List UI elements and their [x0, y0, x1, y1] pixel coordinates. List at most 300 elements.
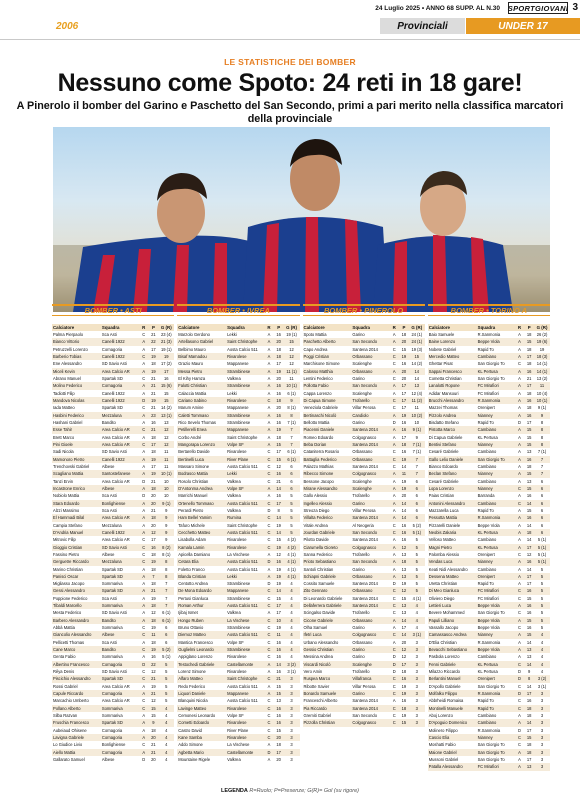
- table-row: [52, 741, 174, 748]
- cell-role: A: [389, 382, 399, 389]
- cell-appearances: 21: [149, 587, 159, 594]
- cell-role: A: [264, 690, 274, 697]
- cell-player: Battaglia Federico: [303, 456, 352, 463]
- cell-goals: 4: [290, 581, 293, 587]
- cell-goals: 4 (1): [284, 573, 300, 580]
- cell-role: C: [267, 698, 271, 704]
- cell-player: Calosso Matthia: [303, 368, 352, 375]
- table-row: [52, 441, 174, 448]
- cell-role: A: [392, 625, 396, 631]
- cell-role: A: [392, 537, 396, 543]
- cell-team: San Giorgio To: [477, 742, 505, 748]
- cell-player: Pia Riccardo: [303, 705, 352, 712]
- cell-role: C: [267, 463, 271, 469]
- cell-goals: 3: [534, 705, 550, 712]
- cell-goals: 5: [158, 661, 174, 668]
- cell-player: Urbano Alessandro: [303, 639, 339, 645]
- table-row: [303, 514, 425, 521]
- cell-player: Pasbola Lorenzo: [428, 654, 460, 660]
- cell-role: C: [515, 587, 525, 594]
- cell-role: D: [517, 419, 521, 425]
- cell-role: C: [392, 610, 396, 616]
- cell-role: C: [139, 675, 149, 682]
- table-row: [177, 507, 299, 514]
- cell-goals: 18 (3): [534, 353, 550, 360]
- cell-team: Valkrea: [227, 478, 241, 484]
- cell-player: Rossi Gabriel: [53, 683, 78, 689]
- cell-player: Mangorapa Lorenzo: [177, 441, 226, 448]
- cell-player: Molinero Filippo: [428, 727, 458, 733]
- cell-player: Pilotto Davide: [303, 537, 329, 543]
- table-row: [177, 544, 299, 551]
- cell-team: Rapid To: [477, 346, 494, 352]
- cell-role: A: [267, 610, 271, 616]
- cell-team: Strambinese: [226, 382, 264, 389]
- cell-player: Blanda Cristian: [177, 573, 226, 580]
- cell-team: KL Pertusa: [477, 529, 515, 536]
- table-row: [177, 382, 299, 389]
- header-role: R: [389, 324, 399, 331]
- cell-role: A: [515, 558, 525, 565]
- cell-player: Cane Marco: [52, 646, 101, 653]
- table-row: [52, 514, 174, 521]
- table-row: [428, 500, 550, 507]
- table-row: [303, 609, 425, 616]
- cell-role: A: [267, 757, 271, 763]
- cell-goals: 4: [284, 631, 300, 638]
- cell-role: A: [389, 514, 399, 521]
- cell-role: A: [267, 566, 271, 572]
- cell-player: Magni Pietro: [428, 544, 477, 551]
- cell-player: Addo Simone: [178, 742, 203, 748]
- cell-appearances: 16: [149, 544, 159, 551]
- cell-role: C: [389, 587, 399, 594]
- cell-goals: 5 (1): [162, 654, 171, 660]
- cell-team: R.Sanmonia: [477, 727, 501, 733]
- cell-appearances: 16: [151, 654, 156, 660]
- cell-goals: 11: [164, 449, 169, 455]
- cell-goals: 5 (1): [534, 558, 550, 565]
- cell-role: A: [518, 537, 521, 543]
- cell-team: Mappanese: [226, 587, 264, 594]
- cell-role: D: [142, 757, 146, 763]
- cell-appearances: 19: [274, 368, 284, 375]
- cell-role: A: [515, 646, 525, 653]
- cell-player: Appiglano Lorenzo: [178, 654, 213, 660]
- cell-goals: 11: [534, 382, 550, 389]
- cell-player: Cariano Sabino: [177, 397, 226, 404]
- cell-player: Streoza Diego: [303, 507, 330, 513]
- cell-player: Marrichi Manuel: [178, 493, 208, 499]
- cell-role: A: [389, 368, 399, 375]
- cell-role: A: [267, 375, 271, 381]
- cell-role: A: [142, 419, 146, 425]
- cell-player: Beba Dorian: [303, 441, 352, 448]
- cell-player: Bianco Vittorio: [52, 338, 101, 345]
- cell-team: San Giorgio To: [477, 375, 505, 381]
- table-row: [303, 617, 425, 624]
- cell-goals: 15: [284, 338, 300, 345]
- cell-player: Corbo André: [178, 434, 202, 440]
- cell-player: Berlantini Manuel: [428, 675, 477, 682]
- cell-goals: 5: [540, 610, 544, 616]
- cell-player: Ene Alessandro: [53, 361, 82, 367]
- cell-appearances: 17: [399, 661, 409, 668]
- cell-goals: 4: [158, 734, 174, 741]
- cell-appearances: 18: [526, 405, 532, 411]
- cell-player: Viscardi Nicolò: [303, 661, 352, 668]
- cell-appearances: 21: [151, 742, 156, 748]
- cell-player: Mitrovic Filip: [53, 537, 76, 543]
- cell-role: A: [267, 390, 271, 396]
- cell-appearances: 20: [399, 368, 409, 375]
- cell-player: Lopa Lorenzo: [428, 485, 477, 492]
- table-row: [177, 617, 299, 624]
- cell-team: Albese: [101, 463, 115, 469]
- legend-label: LEGENDA: [220, 788, 248, 794]
- cell-appearances: 20: [401, 639, 407, 645]
- table-row: [428, 441, 550, 448]
- cell-goals: 12: [164, 434, 169, 440]
- cell-goals: 4: [415, 610, 418, 616]
- cell-team: Cambiano: [477, 654, 497, 660]
- cell-team: Cornagoria: [101, 690, 139, 697]
- cell-goals: 4: [534, 646, 550, 653]
- cell-role: D: [392, 669, 396, 675]
- cell-team: Santena 2014: [352, 537, 378, 543]
- cell-appearances: 18: [399, 705, 409, 712]
- cell-team: Nianney: [477, 558, 515, 565]
- cell-team: Aosta Calcio 511: [227, 683, 258, 689]
- cell-appearances: 17: [401, 405, 407, 411]
- cell-goals: 4: [165, 742, 168, 748]
- cell-role: A: [515, 763, 525, 770]
- cell-role: A: [389, 544, 399, 551]
- cell-player: Molino Federico: [52, 382, 101, 389]
- table-column-asti: [52, 303, 174, 771]
- table-row: [428, 683, 550, 690]
- cell-appearances: 17: [149, 441, 159, 448]
- cell-player: Dellaferrera Gabriele: [303, 602, 352, 609]
- cell-role: A: [518, 478, 521, 484]
- cell-player: Uretta Christian: [428, 581, 458, 587]
- table-row: [177, 719, 299, 726]
- table-row: [428, 566, 550, 573]
- cell-team: Volpe SF: [227, 639, 244, 645]
- cell-player: Antonini Alessandro: [428, 500, 477, 507]
- cell-player: Patalla Alessandro: [428, 763, 477, 770]
- cell-appearances: 18: [401, 669, 407, 675]
- cell-team: SD Savio Asti: [101, 610, 127, 616]
- cell-goals: 10 (1): [534, 397, 550, 404]
- table-row: [177, 602, 299, 609]
- cell-team: Area Calcio AR: [101, 426, 139, 433]
- cell-team: SD Savio Asti: [101, 449, 127, 455]
- cell-goals: 6: [165, 639, 168, 645]
- cell-player: Perardi Pietro: [178, 507, 204, 513]
- cell-goals: 4: [158, 749, 174, 756]
- cell-player: Mirane Alessandro: [303, 485, 352, 492]
- cell-player: Aubeiaud Ohisene: [53, 727, 87, 733]
- cell-appearances: 21: [149, 690, 159, 697]
- cell-goals: 5: [290, 507, 293, 513]
- cell-team: Rumina: [226, 514, 264, 521]
- cell-team: Cornagoria: [101, 346, 123, 352]
- cell-team: Spartak SD: [101, 675, 139, 682]
- cell-role: A: [392, 478, 396, 484]
- cell-team: Sommariva: [101, 705, 139, 712]
- cell-role: A: [139, 690, 149, 697]
- cell-team: Nianney: [477, 412, 515, 419]
- cell-player: Campia Stefano: [53, 522, 83, 528]
- cell-appearances: 18: [276, 742, 281, 748]
- cell-role: A: [139, 529, 149, 536]
- table-row: [52, 360, 174, 367]
- cell-team: Nianney: [477, 441, 515, 448]
- table-row: [52, 609, 174, 616]
- table-row: [177, 456, 299, 463]
- table-row: [428, 492, 550, 499]
- cell-player: Lo Giudice Livio: [53, 742, 83, 748]
- cell-role: C: [515, 734, 525, 741]
- cell-player: D'Antonma Andrea: [177, 485, 226, 492]
- cell-appearances: 15: [276, 683, 281, 689]
- cell-goals: 3 (1): [409, 631, 425, 638]
- cell-player: Mantica Francesco: [178, 639, 213, 645]
- cell-appearances: 10: [274, 617, 284, 624]
- cell-role: A: [392, 551, 396, 557]
- cell-appearances: 15: [274, 456, 284, 463]
- cell-role: A: [518, 449, 521, 455]
- cell-role: A: [264, 573, 274, 580]
- cell-appearances: 16: [524, 368, 534, 375]
- cell-role: C: [515, 661, 525, 668]
- cell-role: A: [139, 338, 149, 345]
- cell-goals: 9: [165, 537, 168, 543]
- cell-role: C: [142, 698, 146, 704]
- cell-player: Tafuro Michele: [178, 522, 205, 528]
- cell-appearances: 14: [274, 514, 284, 521]
- cell-team: R.Sanmonia: [477, 397, 515, 404]
- cell-appearances: 14: [399, 514, 409, 521]
- cell-player: Lentini Federico: [303, 375, 333, 381]
- cell-role: C: [264, 631, 274, 638]
- cell-player: Scingalso Davide: [303, 610, 336, 616]
- cell-role: D: [139, 661, 149, 668]
- cell-team: Garino: [352, 419, 365, 425]
- cell-appearances: 16: [276, 419, 281, 425]
- table-column-torino-a: [428, 303, 550, 771]
- table-row: [303, 646, 425, 653]
- cell-appearances: 21: [274, 675, 284, 682]
- table-row: [177, 463, 299, 470]
- cell-role: C: [267, 537, 271, 543]
- table-row: [428, 668, 550, 675]
- table-row: [52, 734, 174, 741]
- cell-player: Neobis Zakaria: [428, 529, 477, 536]
- cell-player: Sappai Francesco: [428, 368, 477, 375]
- table-row: [177, 441, 299, 448]
- cell-team: Strambinese: [226, 412, 264, 419]
- cell-role: A: [518, 375, 521, 381]
- cell-goals: 6: [540, 493, 544, 499]
- cell-team: Santena 2014: [352, 698, 378, 704]
- cell-appearances: 21: [151, 507, 156, 513]
- cell-goals: 9: [158, 514, 174, 521]
- cell-role: C: [142, 405, 146, 411]
- table-row: [428, 382, 550, 389]
- table-row: [52, 434, 174, 441]
- cell-appearances: 17: [399, 397, 409, 404]
- cell-player: Pellicetti Thomas: [53, 639, 85, 645]
- cell-appearances: 14: [274, 587, 284, 594]
- players-photo-icon: [53, 127, 550, 312]
- cell-role: C: [389, 353, 399, 360]
- cell-role: A: [515, 631, 525, 638]
- table-row: [52, 587, 174, 594]
- cell-goals: 4: [284, 602, 300, 609]
- cell-appearances: 12: [399, 646, 409, 653]
- cell-goals: 11: [414, 405, 419, 411]
- cell-goals: 7: [534, 456, 550, 463]
- cell-role: C: [267, 595, 271, 601]
- cell-goals: 9: [284, 397, 300, 404]
- cell-player: Rico Sevelo Thomas: [178, 419, 216, 425]
- cell-appearances: 16: [524, 456, 534, 463]
- cell-appearances: 15: [526, 507, 532, 513]
- cell-goals: 14 (1): [536, 361, 548, 367]
- cell-team: Cambiano: [477, 353, 515, 360]
- cell-team: Beppe Viola: [477, 338, 515, 345]
- cell-role: A: [392, 390, 396, 396]
- cell-player: Kane Samba: [177, 734, 226, 741]
- cell-goals: 3: [284, 734, 300, 741]
- cell-role: A: [389, 573, 399, 580]
- cell-appearances: 19: [149, 456, 159, 463]
- cell-player: Poppione Federico: [53, 595, 88, 601]
- cell-appearances: 14: [524, 719, 534, 726]
- cell-goals: 13 (2): [536, 375, 548, 381]
- cell-appearances: 15: [524, 734, 534, 741]
- cell-appearances: 19: [401, 713, 407, 719]
- cell-goals: 3: [415, 669, 418, 675]
- cell-goals: 3: [284, 690, 300, 697]
- cell-player: Aboj Lorenzo: [428, 713, 453, 719]
- cell-goals: 10 (1): [158, 470, 174, 477]
- cell-goals: 5: [540, 581, 544, 587]
- cell-appearances: 22: [149, 338, 159, 345]
- cell-goals: 6: [540, 507, 544, 513]
- cell-goals: 5: [165, 683, 168, 689]
- cell-team: Castellamonte: [226, 661, 264, 668]
- cell-team: Bandito: [101, 419, 116, 425]
- cell-goals: 7: [165, 581, 168, 587]
- cell-team: Garino: [352, 625, 365, 631]
- cell-team: Trofarello: [352, 610, 370, 616]
- cell-role: A: [264, 353, 274, 360]
- cell-role: C: [264, 529, 274, 536]
- cell-team: Beppe Viola: [477, 617, 515, 624]
- cell-player: Pizzarelli Daniele: [428, 522, 461, 528]
- cell-appearances: 17: [526, 581, 532, 587]
- cell-player: Alzzi Massimo: [53, 507, 80, 513]
- cell-team: Strambinese: [227, 581, 251, 587]
- cell-role: A: [518, 654, 521, 660]
- cell-player: Messina Andrea: [303, 654, 333, 660]
- table-row: [303, 331, 425, 338]
- cell-goals: 6: [540, 522, 544, 528]
- table-row: [303, 544, 425, 551]
- table-row: [428, 426, 550, 433]
- cell-appearances: 19: [149, 558, 159, 565]
- cell-role: A: [515, 368, 525, 375]
- table-row: [303, 463, 425, 470]
- cell-player: Tadiotti Filip: [53, 390, 75, 396]
- cell-goals: 6: [415, 507, 418, 513]
- cell-team: Aosta Calcio 511: [226, 631, 264, 638]
- cell-role: A: [518, 522, 521, 528]
- cell-goals: 4: [284, 646, 300, 653]
- table-row: [177, 448, 299, 455]
- cell-team: Spartak SD: [101, 405, 123, 411]
- cell-role: A: [139, 573, 149, 580]
- cell-player: Nobiolo Mattia: [53, 493, 80, 499]
- cell-player: Villalta Federico: [303, 514, 352, 521]
- cell-team: Bonlighiense: [101, 742, 126, 748]
- cell-appearances: 16: [401, 537, 407, 543]
- table-row: [52, 727, 174, 734]
- cell-role: A: [392, 566, 396, 572]
- cell-role: A: [518, 507, 521, 513]
- cell-role: A: [264, 338, 274, 345]
- cell-team: Santena 2014: [352, 346, 378, 352]
- cell-team: Rivarolese: [226, 544, 264, 551]
- cell-appearances: 16: [276, 390, 281, 396]
- cell-team: Aosta Calcio 511: [226, 558, 264, 565]
- cell-team: Scalenghe: [352, 361, 372, 367]
- cell-role: D: [392, 581, 396, 587]
- header-goals: G (R): [409, 324, 425, 331]
- cell-player: Di Leonardo Gabriele: [303, 595, 343, 601]
- cell-team: Rapid To: [477, 698, 494, 704]
- cell-appearances: 14: [401, 507, 407, 513]
- table-row: [428, 331, 550, 338]
- cell-player: Bertarello Davide: [178, 449, 210, 455]
- cell-goals: 8 (1): [162, 551, 171, 557]
- cell-goals: 8 (1): [287, 405, 296, 411]
- cell-player: Mazzarella Luca: [428, 507, 459, 513]
- cell-role: A: [142, 581, 146, 587]
- cell-goals: 7 (1): [412, 449, 421, 455]
- cell-team: Canelli 1922: [101, 390, 125, 396]
- cell-role: C: [139, 544, 149, 551]
- cell-goals: 5: [158, 675, 174, 682]
- table-row: [428, 602, 550, 609]
- cell-team: Cambiano: [477, 713, 497, 719]
- cell-player: Gerguetre Riccardo: [52, 558, 101, 565]
- cell-team: Albese: [101, 631, 139, 638]
- cell-role: A: [264, 661, 274, 668]
- cell-team: Sca Asti: [101, 595, 117, 601]
- cell-goals: 7: [409, 470, 425, 477]
- cell-team: Santena 2014: [352, 581, 378, 587]
- cell-goals: 3: [409, 675, 425, 682]
- cell-role: C: [517, 610, 521, 616]
- cell-team: Rivarolese: [227, 537, 247, 543]
- cell-appearances: 12: [149, 529, 159, 536]
- cell-appearances: 21: [149, 426, 159, 433]
- cell-player: Iada Matteo: [53, 405, 75, 411]
